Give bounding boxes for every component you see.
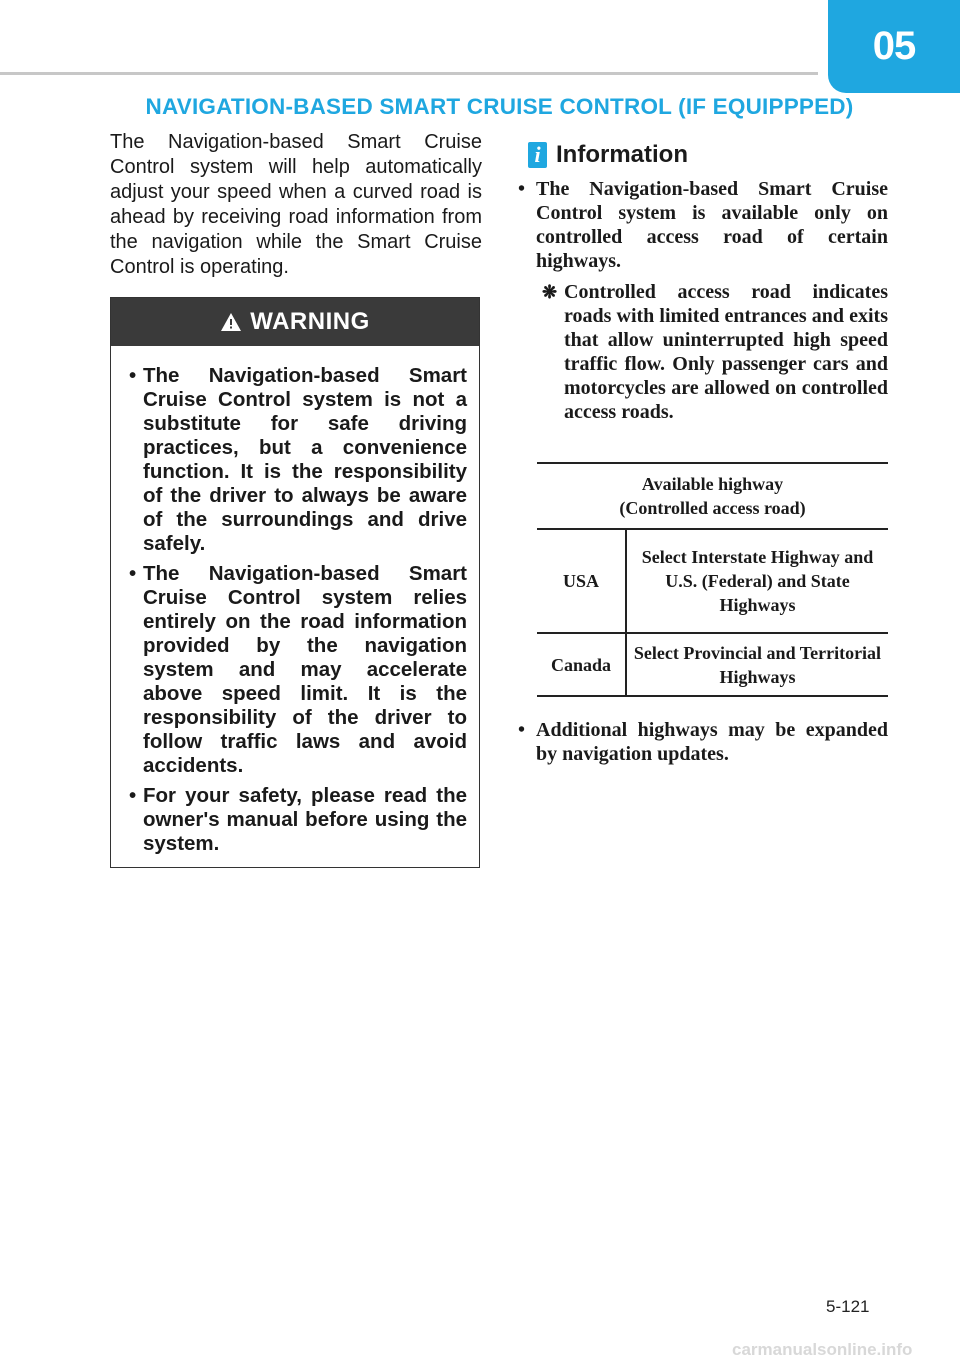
page-number: 5-121 — [826, 1297, 870, 1316]
warning-triangle-icon — [220, 312, 242, 332]
section-title: NAVIGATION-BASED SMART CRUISE CONTROL (IF EQUIPPPED) — [145, 94, 854, 119]
table-row — [537, 633, 888, 696]
watermark: carmanualsonline.info — [732, 1340, 913, 1359]
note-text: Controlled access road indicates roads with limited entrances and exits that allow uninterrupted high speed traffic flow. Only passenger cars and motorcycles are allowed on controlled access roads. — [564, 281, 888, 423]
highways-cell: Select Provincial and Territorial Highways — [633, 642, 882, 687]
info-bullet-availability: • The Navigation-based Smart Cruise Control system is available only on controlled access road of certain highways. — [518, 178, 888, 272]
country-cell: Canada — [537, 633, 626, 696]
country-cell: USA — [537, 529, 626, 633]
info-bullet-text: Additional highways may be expanded by navigation updates. — [536, 719, 888, 765]
warning-item: • For your safety, please read the owner's manual before using the system. — [129, 784, 467, 856]
controlled-access-note — [542, 280, 888, 424]
warning-item: • The Navigation-based Smart Cruise Control system relies entirely on the road information provided by the navigation system and may accelerate above speed limit. It is the responsibility of the driver to follow traffic laws and avoid accidents. — [129, 562, 467, 778]
highway-table — [537, 462, 888, 697]
warning-title: WARNING — [250, 308, 370, 335]
info-icon: i — [528, 142, 547, 168]
warning-box — [110, 297, 480, 868]
highways-cell: Select Interstate Highway and U.S. (Federal) and State Highways — [641, 547, 874, 615]
table-header: Available highway (Controlled access road) — [619, 474, 806, 518]
info-bullet-text: The Navigation-based Smart Cruise Control system is available only on controlled access road of certain highways. — [536, 178, 888, 272]
table-row — [537, 529, 888, 633]
information-heading — [528, 140, 688, 170]
information-title: Information — [556, 141, 688, 168]
note-mark-icon: ❋ — [542, 282, 558, 302]
warning-header — [111, 298, 479, 346]
info-bullet-updates: • Additional highways may be expanded by navigation updates. — [518, 719, 888, 765]
intro-paragraph: The Navigation-based Smart Cruise Control system will help automatically adjust your speed when a curved road is ahead by receiving road information from the navigation while the Smart Cruise Control is operating. — [110, 131, 482, 278]
warning-list — [111, 346, 479, 856]
warning-item: • The Navigation-based Smart Cruise Control system is not a substitute for safe driving practices, but a convenience function. It is the responsibility of the driver to always be aware of the surroundings and drive safely. — [129, 364, 467, 556]
chapter-tab: 05 — [828, 0, 960, 93]
header-rule — [0, 72, 818, 75]
